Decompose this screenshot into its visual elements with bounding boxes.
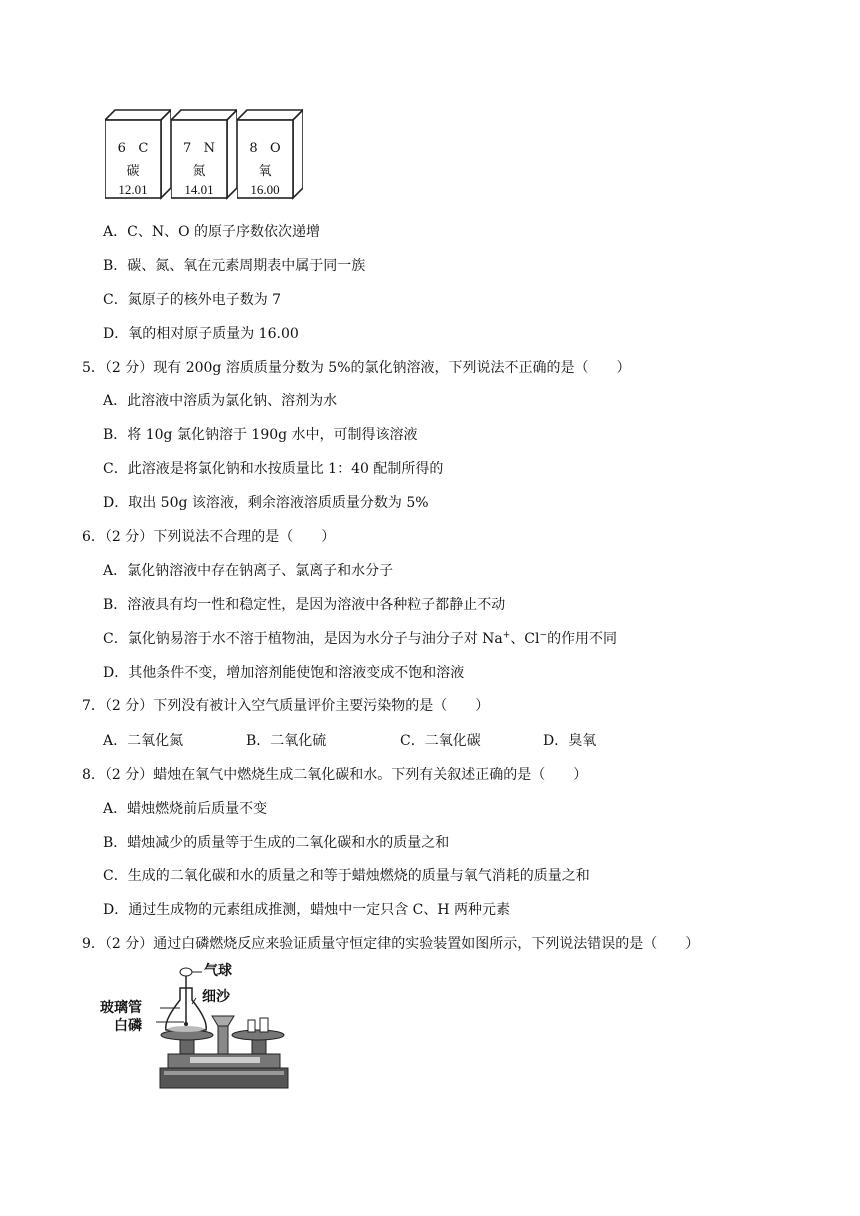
- experiment-apparatus-figure: [100, 958, 300, 1093]
- label-white-phosphorus: 白磷: [114, 1018, 142, 1034]
- q6-stem: 6．（2 分）下列说法不合理的是（ ）: [82, 529, 336, 545]
- element-number-symbol: 8 O: [249, 141, 281, 156]
- q7-option-d: D．臭氧: [543, 733, 597, 749]
- periodic-table-blocks: [105, 108, 320, 208]
- q5-option-d: D．取出 50g 该溶液，剩余溶液溶质质量分数为 5%: [103, 495, 429, 511]
- element-mass: 12.01: [118, 182, 148, 197]
- q5-stem: 5．（2 分）现有 200g 溶质质量分数为 5%的氯化钠溶液，下列说法不正确的是（ ）: [82, 360, 631, 376]
- q4-option-c: C．氮原子的核外电子数为 7: [103, 292, 282, 308]
- q5-option-c: C．此溶液是将氯化钠和水按质量比 1：40 配制所得的: [103, 461, 444, 477]
- q5-option-b: B．将 10g 氯化钠溶于 190g 水中，可制得该溶液: [103, 427, 418, 443]
- q4-option-b: B．碳、氮、氧在元素周期表中属于同一族: [103, 258, 366, 274]
- q6-option-b: B．溶液具有均一性和稳定性，是因为溶液中各种粒子都静止不动: [103, 597, 506, 613]
- q6-option-d: D．其他条件不变，增加溶剂能使饱和溶液变成不饱和溶液: [103, 665, 465, 681]
- element-name: 碳: [126, 164, 140, 179]
- q8-stem: 8．（2 分）蜡烛在氧气中燃烧生成二氧化碳和水。下列有关叙述正确的是（ ）: [82, 767, 588, 783]
- label-balloon: 气球: [204, 963, 232, 979]
- element-card-nitrogen: [171, 108, 237, 200]
- q7-options: [0, 731, 860, 751]
- q4-option-d: D．氧的相对原子质量为 16.00: [103, 326, 299, 342]
- element-name: 氮: [192, 164, 206, 179]
- element-number-symbol: 6 C: [117, 141, 149, 156]
- label-glass-tube: 玻璃管: [100, 1000, 142, 1016]
- element-card-oxygen: [237, 108, 303, 200]
- q8-option-d: D．通过生成物的元素组成推测，蜡烛中一定只含 C、H 两种元素: [103, 902, 511, 918]
- element-mass: 14.01: [184, 182, 214, 197]
- q6-option-a: A．氯化钠溶液中存在钠离子、氯离子和水分子: [103, 563, 394, 579]
- q7-option-b: B．二氧化硫: [246, 733, 327, 749]
- q7-stem: 7．（2 分）下列没有被计入空气质量评价主要污染物的是（ ）: [82, 698, 490, 714]
- q7-option-a: A．二氧化氮: [103, 733, 184, 749]
- q7-option-c: C．二氧化碳: [400, 733, 481, 749]
- q5-option-a: A．此溶液中溶质为氯化钠、溶剂为水: [103, 393, 338, 409]
- q8-option-a: A．蜡烛燃烧前后质量不变: [103, 801, 268, 817]
- element-number-symbol: 7 N: [182, 141, 216, 156]
- element-mass: 16.00: [250, 182, 280, 197]
- element-name: 氧: [258, 164, 272, 179]
- q8-option-c: C．生成的二氧化碳和水的质量之和等于蜡烛燃烧的质量与氧气消耗的质量之和: [103, 868, 590, 884]
- q6-option-c: C．氯化钠易溶于水不溶于植物油，是因为水分子与油分子对 Na+、Cl−的作用不同: [103, 630, 618, 647]
- element-card-carbon: [105, 108, 171, 200]
- q9-stem: 9．（2 分）通过白磷燃烧反应来验证质量守恒定律的实验装置如图所示，下列说法错误的是（ ）: [82, 936, 700, 952]
- q4-option-a: A．C、N、O 的原子序数依次递增: [103, 224, 320, 240]
- label-sand: 细沙: [202, 989, 230, 1005]
- q8-option-b: B．蜡烛减少的质量等于生成的二氧化碳和水的质量之和: [103, 835, 450, 851]
